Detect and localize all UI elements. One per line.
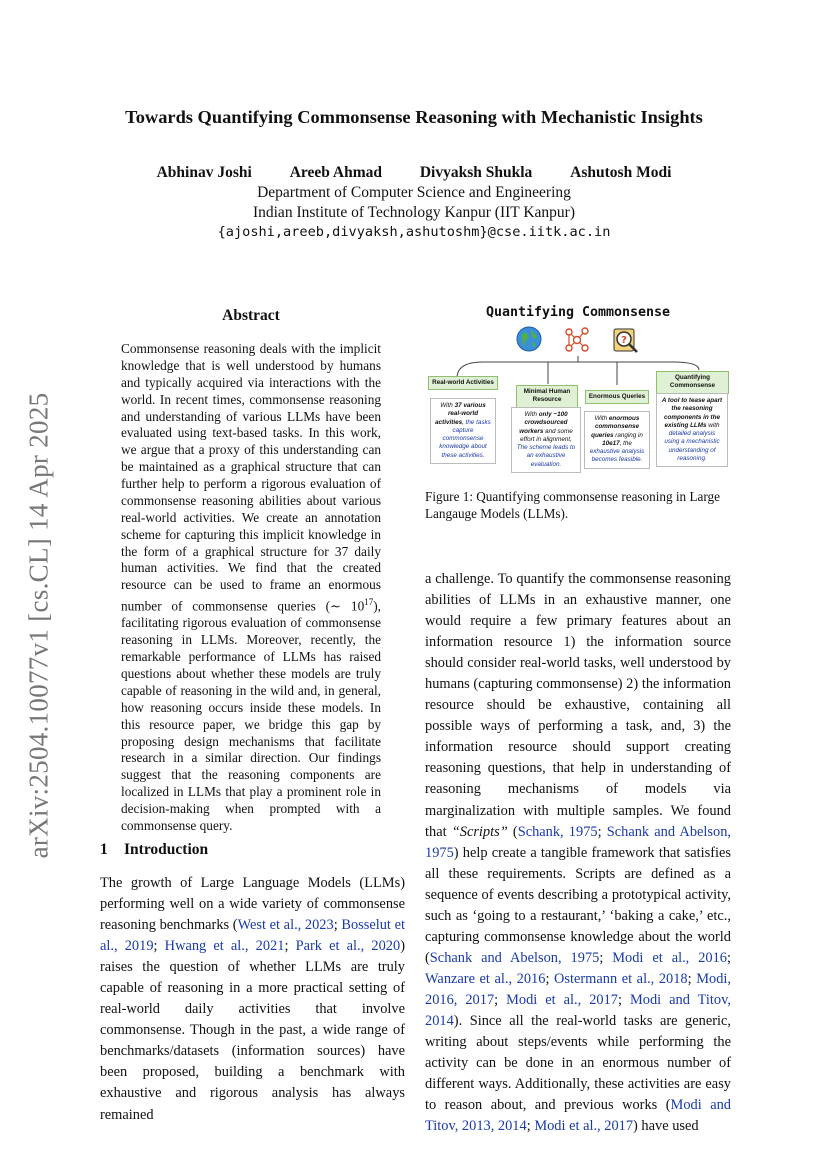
affiliation-line: Indian Institute of Technology Kanpur (IIT Kanpur) bbox=[252, 204, 576, 221]
figure-box-text: ranging in bbox=[613, 431, 643, 439]
figure-box-text: enormous commonsense queries bbox=[591, 415, 640, 439]
figure-box-text: A tool to tease apart the reasoning components in the existing LLMs bbox=[661, 397, 723, 429]
figure-header: Minimal Human Resource bbox=[516, 385, 578, 408]
citation-link[interactable]: Hwang et al., 2021 bbox=[164, 938, 285, 955]
figure-box-text: , the bbox=[619, 439, 632, 447]
figure-box-quantifying bbox=[656, 393, 728, 467]
body-text: ; bbox=[284, 938, 296, 955]
figure-box-text: With bbox=[440, 402, 455, 409]
body-text: ; bbox=[597, 823, 607, 840]
author-name: Ashutosh Modi bbox=[570, 164, 672, 181]
figure-1 bbox=[423, 300, 733, 480]
citation-link[interactable]: Modi and Titov, 2013, 2014 bbox=[425, 1097, 731, 1135]
citation-link[interactable]: Schank and Abelson, 1975 bbox=[425, 823, 731, 861]
author-name: Areeb Ahmad bbox=[289, 164, 382, 181]
body-text: ; bbox=[599, 949, 613, 966]
intro-paragraph-left bbox=[100, 873, 405, 1126]
body-text: The growth of Large Language Models (LLMs) performing well on a wide variety of commonsense reasoning benchmarks ( bbox=[100, 875, 405, 934]
figure-box-queries bbox=[584, 411, 650, 469]
question-search-icon bbox=[611, 325, 637, 351]
figure-box-text: exhaustive analysis becomes feasible. bbox=[589, 448, 645, 464]
intro-paragraph-right bbox=[425, 569, 731, 1137]
body-text: ( bbox=[507, 823, 518, 840]
author-name: Abhinav Joshi bbox=[156, 164, 252, 181]
figure-box-text: 37 various real-world activities bbox=[435, 402, 486, 426]
figure-box-real-world bbox=[430, 398, 496, 464]
citation-link[interactable]: Ostermann et al., 2018 bbox=[554, 970, 688, 987]
affiliation-line: Department of Computer Science and Engineering bbox=[257, 184, 571, 201]
paper-title: Towards Quantifying Commonsense Reasoning with Mechanistic Insights bbox=[125, 107, 703, 127]
citation-link[interactable]: Modi and Titov, 2014 bbox=[425, 991, 731, 1029]
citation-link[interactable]: West et al., 2023 bbox=[237, 917, 334, 934]
body-text: ; bbox=[545, 970, 555, 987]
citation-link[interactable]: Bosselut et al., 2019 bbox=[100, 917, 405, 955]
body-text: “Scripts” bbox=[451, 823, 508, 840]
figure-box-text: with bbox=[706, 421, 720, 429]
section-heading: 1 Introduction bbox=[100, 841, 209, 858]
figure-title: Quantifying Commonsense bbox=[485, 305, 671, 320]
figure-box-text: the tasks capture commonsense knowledge about these activities. bbox=[439, 418, 491, 459]
body-text: ) help create a tangible framework that satisfies all these requirements. Scripts are defined as a sequence of events describing a prototypical activity, such as ‘going to a restaurant,’ ‘baking a cake,’ etc., capturing commonsense knowledge about the world ( bbox=[425, 844, 731, 966]
body-text: ) raises the question of whether LLMs are truly capable of reasoning in a more practical setting of real-world daily activities that involve commonsense. Though in the past, a wide range of benchmarks/datasets (information sources) have been proposed, building a benchmark with exhaustive and rigorous analysis has always remained bbox=[100, 938, 405, 1123]
network-graph-icon bbox=[563, 326, 589, 352]
citation-link[interactable]: Wanzare et al., 2016 bbox=[425, 970, 546, 987]
arxiv-stamp: arXiv:2504.10077v1 [cs.CL] 14 Apr 2025 bbox=[23, 392, 54, 858]
body-text: ; bbox=[153, 938, 165, 955]
figure-box-text: The scheme leads to an exhaustive evaluation. bbox=[516, 444, 576, 468]
citation-link[interactable]: Modi et al., 2017 bbox=[534, 1118, 634, 1135]
citation-link[interactable]: Park et al., 2020 bbox=[295, 938, 401, 955]
author-email: {ajoshi,areeb,divyaksh,ashutoshm}@cse.iitk.ac.in bbox=[217, 224, 611, 240]
body-text: ; bbox=[494, 991, 507, 1008]
body-text: ). Since all the real-world tasks are generic, writing about steps/events while performing the activity can be done in an enormous number of different ways. Additionally, these activities are easy to reason about, and previous works ( bbox=[425, 1012, 731, 1114]
body-text: ) have used bbox=[633, 1118, 699, 1135]
body-text: ; bbox=[618, 991, 630, 1008]
body-text: a challenge. To quantify the commonsense reasoning abilities of LLMs in an exhaustive manner, one would require a few primary features about an information resource 1) the information source should consider real-world tasks, well understood by humans (capturing commonsense) 2) the information resource should be exhaustive, containing all possible ways of performing a task, and, 3) the information resource should support creating reasoning questions, that help in understanding of reasoning mechanisms of models via marginalization with multiple samples. We found that bbox=[425, 571, 731, 840]
svg-text:?: ? bbox=[621, 335, 627, 346]
citation-link[interactable]: Modi et al., 2016 bbox=[612, 949, 727, 966]
figure-box-human-resource bbox=[511, 407, 581, 473]
figure-box-text: and some effort in alignment, bbox=[520, 427, 573, 443]
figure-caption: Figure 1: Quantifying commonsense reasoning in Large Langauge Models (LLMs). bbox=[425, 489, 720, 521]
citation-link[interactable]: Modi et al., 2017 bbox=[506, 991, 618, 1008]
body-text: ; bbox=[727, 949, 731, 966]
figure-box-text: With bbox=[594, 415, 609, 422]
citation-link[interactable]: Schank and Abelson, 1975 bbox=[429, 949, 600, 966]
citation-link[interactable]: Modi, 2016, 2017 bbox=[425, 970, 731, 1008]
author-list bbox=[0, 164, 828, 182]
figure-header: Real-world Activities bbox=[428, 376, 498, 390]
author-name: Divyaksh Shukla bbox=[419, 164, 533, 181]
figure-box-text: , bbox=[462, 418, 466, 426]
citation-link[interactable]: Schank, 1975 bbox=[517, 823, 598, 840]
abstract-text: Commonsense reasoning deals with the implicit knowledge that is well understood by humans and typically acquired via interactions with the world. In recent times, commonsense reasoning and understanding of various LLMs have been evaluated using text-based tasks. In this work, we argue that a proxy of this understanding can be maintained as a graphical structure that can further help to perform a rigorous evaluation of commonsense reasoning abilities about various real-world activities. We create an annotation scheme for capturing this implicit knowledge in the form of a graphical structure for 37 daily human activities. We find that the created resource can be used to frame an enormous number of commonsense queries (∼ $10^{17}$), facilitating rigorous evaluation of commonsense reasoning in LLMs. Moreover, recently, the remarkable performance of LLMs has raised questions about whether these models are truly capable of reasoning in the wild and, in general, how reasoning occurs inside these models. In this resource paper, we bridge this gap by proposing design mechanisms that facilitate research in a similar direction. Our findings suggest that the reasoning components are localized in LLMs that play a prominent role in decision-making when prompted with a commonsense query. bbox=[121, 341, 381, 833]
body-text: ; bbox=[333, 917, 342, 934]
body-text: ; bbox=[526, 1118, 535, 1135]
figure-header: Quantifying Commonsense bbox=[656, 371, 729, 394]
body-text: ; bbox=[687, 970, 697, 987]
globe-icon bbox=[516, 326, 542, 352]
figure-box-text: detailed analysis using a mechanistic understanding of reasoning. bbox=[664, 430, 720, 463]
figure-header: Enormous Queries bbox=[585, 390, 649, 404]
figure-box-text: 10e17 bbox=[602, 439, 620, 447]
figure-box-text: only ~100 crowdsourced workers bbox=[519, 411, 568, 435]
figure-box-text: With bbox=[524, 411, 539, 418]
abstract-heading: Abstract bbox=[222, 307, 280, 324]
